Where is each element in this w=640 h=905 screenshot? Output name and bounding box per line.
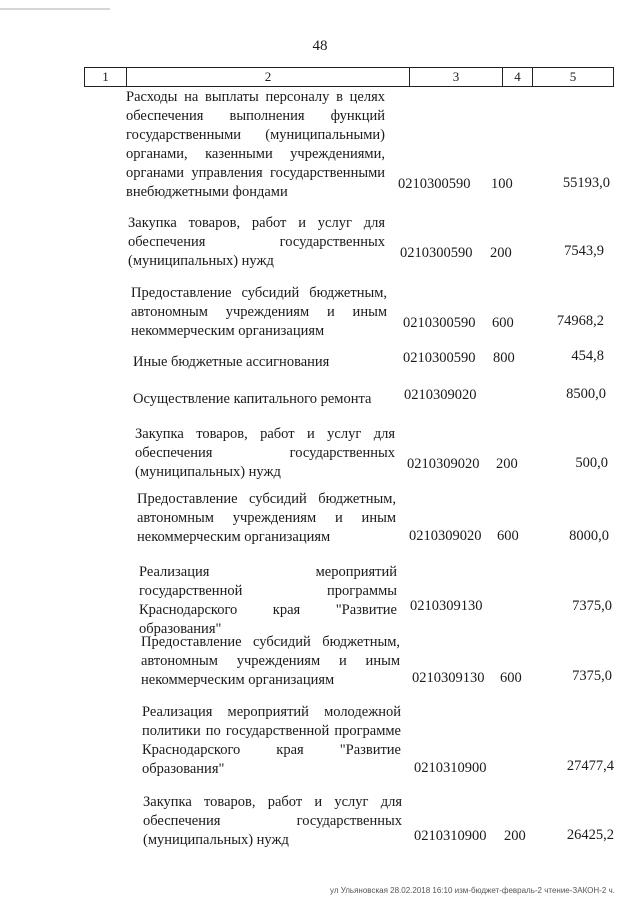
table-row [0, 793, 640, 853]
page-number: 48 [312, 38, 328, 54]
row-code: 0210300590 [403, 315, 476, 331]
footer-print-stamp: ул Ульяновская 28.02.2018 16:10 изм-бюджет-февраль-2 чтение-ЗАКОН-2 ч. [330, 886, 615, 895]
row-code: 0210309130 [412, 670, 485, 686]
header-col-1: 1 [85, 68, 127, 86]
row-description: Иные бюджетные ассигнования [133, 354, 330, 370]
table-row [0, 490, 640, 550]
row-description: Закупка товаров, работ и услуг для обеспечения государственных (муниципальных) нужд [128, 215, 385, 269]
row-description: Предоставление субсидий бюджетным, автономным учреждениям и иным некоммерческим организациям [141, 634, 400, 688]
row-type: 800 [493, 350, 515, 366]
header-col-5: 5 [569, 69, 577, 84]
row-description: Осуществление капитального ремонта [133, 391, 372, 407]
row-amount: 7375,0 [572, 598, 612, 614]
row-amount: 74968,2 [556, 313, 604, 329]
row-amount: 500,0 [575, 455, 608, 471]
row-type: 600 [497, 528, 519, 544]
table-header [84, 67, 614, 87]
row-code: 0210309020 [404, 387, 477, 403]
row-amount: 26425,2 [566, 827, 614, 843]
row-type: 100 [491, 176, 513, 192]
header-col-3: 3 [410, 68, 503, 86]
row-code: 0210310900 [414, 828, 487, 844]
row-code: 0210300590 [403, 350, 476, 366]
row-amount: 7543,9 [564, 243, 604, 259]
table-row [0, 88, 640, 208]
table-row [0, 347, 640, 371]
row-code: 0210309020 [409, 528, 482, 544]
table-row [0, 563, 640, 637]
table-row [0, 425, 640, 485]
row-code: 0210309020 [407, 456, 480, 472]
row-type: 200 [504, 828, 526, 844]
row-description: Закупка товаров, работ и услуг для обеспечения государственных (муниципальных) нужд [135, 426, 395, 480]
row-amount: 55193,0 [562, 175, 610, 191]
row-description: Предоставление субсидий бюджетным, автономным учреждениям и иным некоммерческим организациям [137, 491, 396, 545]
row-type: 200 [496, 456, 518, 472]
table-row [0, 385, 640, 409]
row-description: Расходы на выплаты персоналу в целях обеспечения выполнения функций государственными (муниципальными) органами, казенными учреждениями, органами управления государственными внебюджетными фондами [126, 89, 385, 200]
row-code: 0210310900 [414, 760, 487, 776]
row-description: Реализация мероприятий государственной программы Краснодарского края "Развитие образования" [139, 564, 397, 637]
row-amount: 8000,0 [569, 528, 609, 544]
row-type: 600 [492, 315, 514, 331]
row-amount: 7375,0 [572, 668, 612, 684]
row-description: Предоставление субсидий бюджетным, автономным учреждениям и иным некоммерческим организациям [131, 285, 387, 339]
row-code: 0210300590 [400, 245, 473, 261]
header-col-4: 4 [503, 68, 533, 86]
table-row [0, 703, 640, 783]
table-row [0, 284, 640, 344]
row-type: 200 [490, 245, 512, 261]
row-amount: 8500,0 [566, 386, 606, 402]
table-row [0, 214, 640, 274]
table-row [0, 633, 640, 693]
header-col-2: 2 [127, 68, 410, 86]
row-code: 0210309130 [410, 598, 483, 614]
row-description: Закупка товаров, работ и услуг для обеспечения государственных (муниципальных) нужд [143, 794, 402, 848]
row-code: 0210300590 [398, 176, 471, 192]
scan-artifact [0, 8, 110, 10]
row-description: Реализация мероприятий молодежной политики по государственной программе Краснодарского края "Развитие образования" [142, 704, 401, 777]
row-type: 600 [500, 670, 522, 686]
row-amount: 27477,4 [566, 758, 614, 774]
row-amount: 454,8 [571, 348, 604, 364]
